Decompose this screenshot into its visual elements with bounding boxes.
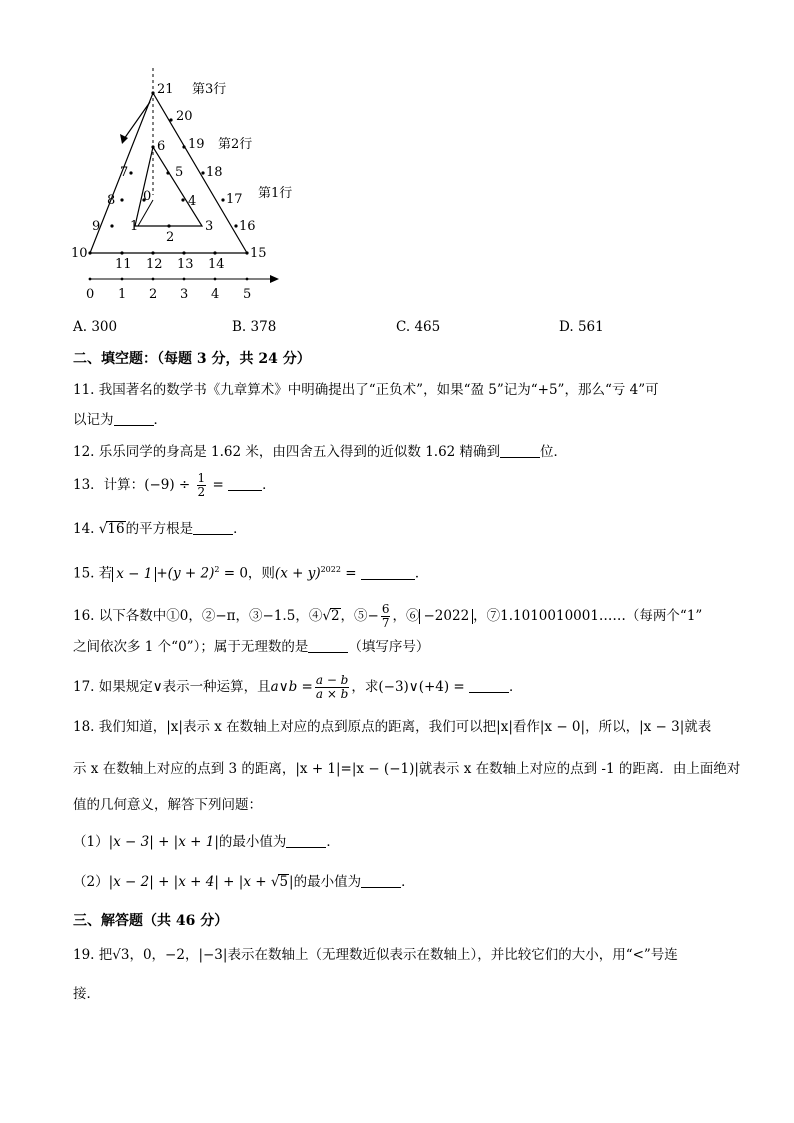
q16-text-c: ，⑥	[392, 608, 420, 624]
q18-line2: 示 x 在数轴上对应的点到 3 的距离，|x + 1|=|x − (−1)|就表示 x 在数轴上对应的点到 -1 的距离．由上面绝对	[73, 761, 741, 777]
fig-num-13: 13	[177, 257, 194, 272]
q14-text: 的平方根是	[125, 521, 194, 537]
q19-line2: 接．	[73, 986, 100, 1002]
section-title-fill-in: 二、填空题：（每题 3 分，共 24 分）	[73, 351, 311, 367]
q15-text: 15. 若	[73, 565, 113, 582]
fig-num-17: 17	[226, 192, 243, 207]
fig-num-5: 5	[175, 165, 184, 180]
fig-num-3: 3	[205, 219, 214, 234]
q18-2-sqrt: 5	[279, 874, 289, 890]
q17-expr: (−3)∨(+4) =	[378, 679, 465, 695]
q18-2-answer-blank[interactable]	[361, 873, 401, 888]
q16-text-a: 16. 以下各数中①0，②−π，③−1.5，④	[73, 608, 323, 624]
option-d[interactable]	[559, 318, 604, 336]
fig-num-18: 18	[206, 165, 223, 180]
fig-num-4: 4	[188, 194, 197, 209]
q16-sqrt2: 2	[330, 608, 340, 624]
fig-num-16: 16	[239, 219, 256, 234]
fig-num-21: 21	[157, 82, 174, 97]
q12-text: 12. 乐乐同学的身高是 1.62 米，由四舍五入得到的近似数 1.62 精确到	[73, 444, 501, 460]
option-a[interactable]	[73, 318, 117, 336]
q15-answer-blank[interactable]	[361, 565, 415, 580]
q14-number: 14.	[73, 521, 95, 537]
q18-2-expr-a: |x − 2| + |x + 4| + |x +	[108, 874, 271, 890]
q13-eq: =	[212, 477, 224, 493]
q16-line1: 16. 以下各数中①0，②−π，③−1.5，④√2，⑤− $\frac{6}{7}$ ，⑥ −2022 ，⑦1.1010010001……（每两个“1”	[73, 602, 703, 630]
q15-eq: =	[345, 565, 357, 582]
q16-suffix: （填写序号）	[348, 639, 430, 655]
q14: 14. √16的平方根是 ．	[73, 521, 247, 537]
fig-num-20: 20	[176, 109, 193, 124]
q11-prefix: 以记为	[73, 412, 114, 428]
q15-expr: (x + y)	[274, 565, 321, 582]
fig-num-1: 1	[130, 219, 139, 234]
q18-2-prefix: （2）	[73, 874, 109, 890]
q15: 15. 若 $x - 1 +(y + 2)^2 = 0$，则$(x + y)^{2022}$ = ．	[73, 565, 429, 582]
q13-answer-blank[interactable]	[228, 476, 262, 491]
fig-num-0: 0	[143, 189, 152, 204]
q11-line2: 以记为 ．	[73, 412, 167, 428]
option-value: 561	[577, 319, 604, 335]
q16-fraction: $\frac{6}{7}$	[381, 602, 390, 630]
axis-tick-0: 0	[86, 287, 95, 302]
fig-num-10: 10	[71, 246, 88, 261]
fig-num-9: 9	[92, 219, 101, 234]
q17-answer-blank[interactable]	[469, 678, 509, 693]
axis-tick-1: 1	[118, 287, 127, 302]
option-b[interactable]	[232, 318, 276, 336]
q16-abs: −2022	[419, 609, 473, 624]
option-letter: C.	[396, 319, 411, 335]
q18-1-prefix: （1）	[73, 834, 109, 850]
q19-line1: 19. 把√3，0，−2，|−3|表示在数轴上（无理数近似表示在数轴上），并比较它们的大小，用“<”号连	[73, 947, 678, 963]
q18-part1: （1）|x − 3| + |x + 1|的最小值为 ．	[73, 834, 340, 850]
q13: 13．计算：(−9) ÷ $\frac{1}{2}$ = ．	[73, 471, 276, 499]
q17-mid: ，求	[351, 679, 379, 695]
fig-num-11: 11	[115, 257, 132, 272]
number-line-arrow	[270, 275, 279, 283]
fig-num-2: 2	[166, 230, 175, 245]
q14-radicand: 16	[107, 521, 125, 537]
fig-num-15: 15	[250, 246, 267, 261]
q13-fraction: $\frac{1}{2}$	[197, 471, 206, 499]
q18-1-expr: |x − 3| + |x + 1|	[108, 834, 219, 850]
fig-num-12: 12	[146, 257, 163, 272]
q14-answer-blank[interactable]	[193, 520, 233, 535]
q15-abs: x − 1	[112, 567, 156, 582]
q16-text-e: 之间依次多 1 个“0”）；属于无理数的是	[73, 639, 309, 655]
axis-tick-4: 4	[211, 287, 220, 302]
option-letter: A.	[73, 319, 88, 335]
option-value: 300	[91, 319, 118, 335]
q18-1-text: 的最小值为	[218, 834, 287, 850]
q16-answer-blank[interactable]	[308, 638, 348, 653]
q17-fraction: $\frac{a - b}{a \times b}$	[315, 673, 349, 701]
row-label-2: 第2行	[218, 137, 253, 152]
fig-num-6: 6	[157, 139, 166, 154]
q18-2-expr-b: |	[289, 874, 294, 890]
q11-answer-blank[interactable]	[114, 411, 154, 426]
fig-num-14: 14	[208, 257, 225, 272]
axis-tick-5: 5	[243, 287, 252, 302]
fig-num-8: 8	[107, 193, 116, 208]
q17-lhs: a∨b =	[270, 679, 313, 695]
q17: 17. 如果规定∨表示一种运算，且a∨b = $\frac{a - b}{a \times b}$ ，求(−3)∨(+4) = ．	[73, 673, 523, 701]
q18-2-text: 的最小值为	[293, 874, 362, 890]
option-value: 378	[250, 319, 277, 335]
q16-text-b: ，⑤−	[340, 608, 379, 624]
q16-text-d: ，⑦1.1010010001……（每两个“1”	[473, 608, 703, 624]
q15-cond3: = 0，则	[219, 565, 275, 582]
triangle-number-figure	[60, 60, 300, 305]
q18-line3: 值的几何意义，解答下列问题：	[73, 797, 262, 813]
section-title-answer: 三、解答题（共 46 分）	[73, 913, 229, 929]
q12	[73, 443, 567, 461]
q13-text: 13．计算：	[73, 477, 145, 493]
option-letter: D.	[559, 319, 574, 335]
q17-text: 17. 如果规定∨表示一种运算，且	[73, 679, 271, 695]
fig-num-7: 7	[120, 165, 129, 180]
option-letter: B.	[232, 319, 247, 335]
q16-line2	[73, 638, 429, 656]
q15-cond2: +(y + 2)	[156, 565, 215, 582]
q15-exp: 2022	[320, 565, 341, 574]
axis-tick-2: 2	[149, 287, 158, 302]
option-c[interactable]	[396, 318, 440, 336]
fig-num-19: 19	[188, 137, 205, 152]
q18-1-answer-blank[interactable]	[286, 833, 326, 848]
q18-line1: 18. 我们知道，|x|表示 x 在数轴上对应的点到原点的距离，我们可以把|x|看作|x − 0|，所以，|x − 3|就表	[73, 719, 712, 735]
row-label-3: 第3行	[192, 82, 227, 97]
axis-tick-3: 3	[180, 287, 189, 302]
q13-expr: (−9) ÷	[144, 477, 191, 493]
q12-suffix: 位．	[540, 444, 568, 460]
q12-answer-blank[interactable]	[500, 443, 540, 458]
q18-part2: （2）|x − 2| + |x + 4| + |x + √5|的最小值为 ．	[73, 874, 415, 890]
q11-line1: 11. 我国著名的数学书《九章算术》中明确提出了“正负术”，如果“盈 5”记为“+5”，那么“亏 4”可	[73, 382, 659, 398]
option-value: 465	[414, 319, 441, 335]
row-label-1: 第1行	[258, 186, 293, 201]
